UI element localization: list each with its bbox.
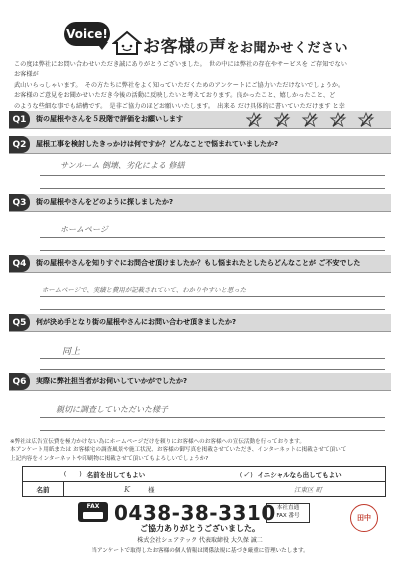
answer-line bbox=[40, 309, 385, 310]
page-title: お客様の声をお聞かせください bbox=[143, 37, 349, 57]
question-text: 実際に弊社担当者がお伺いしていかがでしたか? bbox=[36, 377, 188, 385]
privacy-disclaimer: 当アンケートで取得したお客様の個人情報は関係法規に基づき厳重に管理いたします。 bbox=[91, 548, 309, 554]
answer-line bbox=[40, 296, 385, 297]
name-label: 名前 bbox=[23, 482, 64, 496]
question-number: Q4 bbox=[9, 255, 30, 272]
address-field: 江東区 町 bbox=[294, 485, 323, 494]
answer-handwritten: ホームページ bbox=[60, 225, 108, 234]
answer-line bbox=[40, 417, 385, 418]
thanks-text: ご協力ありがとうございました。 bbox=[140, 524, 260, 533]
consent-option-name: ( ) 名前を出してもよい bbox=[63, 470, 146, 479]
consent-option-initial: (✓) イニシャルなら出してもよい bbox=[239, 469, 342, 479]
fax-icon: FAX bbox=[78, 502, 108, 522]
hanko-stamp: 田中 bbox=[350, 504, 378, 532]
answer-line bbox=[40, 369, 385, 370]
answer-handwritten: 同上 bbox=[62, 347, 81, 357]
answer-handwritten: サンルーム 倒壊、劣化による 修繕 bbox=[60, 161, 185, 170]
answer-line bbox=[40, 175, 385, 176]
question-text: 街の屋根やさんを５段階で評価をお願いします bbox=[36, 115, 183, 123]
question-number: Q1 bbox=[9, 111, 30, 128]
rating-stars bbox=[246, 112, 386, 132]
answer-line bbox=[40, 430, 385, 431]
answer-line bbox=[40, 250, 385, 251]
company-name: 株式会社シェアテック 代表取締役 大久保 誠二 bbox=[137, 537, 263, 544]
intro-text: この度は弊社にお問い合わせいただき誠にありがとうございました。 世の中には弊社の存在やサービスを ご存知でない お客様が 武山いらっしゃいます。 その方たちに弊社をよく知っていただくためのアンケートにご協力いただけないでしょうか。 お客様のご意見をお聞かせいただき今後の活動に反映したいと考えております。良かったこと、嬉しかったこと、ど のような些細な事でも結構です。 是非ご協力のほどお願いいたします。 出来る だけ具体的に書いていただけます と幸 bbox=[14, 61, 347, 110]
answer-line bbox=[40, 358, 385, 359]
voice-badge: Voice! bbox=[64, 22, 110, 46]
name-field: K 様 bbox=[124, 484, 155, 494]
question-number: Q3 bbox=[9, 194, 30, 211]
notes: ※弊社は広告宣伝費を極力かけない為にホームページだけを頼りにお客様へのお客様への宣伝活動を行っております。 本アンケート用紙または お客様宅の調査風景や施工状況、お客様の御写真を掲載させていただき、インターネットに掲載させて頂いて 上記内容をインターネットや印刷物に掲載させて頂いてもよろしいでしょうか? bbox=[10, 439, 347, 462]
question-number: Q5 bbox=[9, 314, 30, 331]
answer-handwritten: ホームページで、実績と費用が記載されていて、わかりやすいと思った bbox=[42, 286, 247, 294]
phone-number: 0438-38-3310 bbox=[114, 501, 276, 525]
question-number: Q6 bbox=[9, 373, 30, 390]
answer-handwritten: 親切に調査していただいた様子 bbox=[56, 405, 168, 414]
question-text: 何が決め手となり街の屋根やさんにお問い合わせ頂きましたか? bbox=[36, 318, 237, 326]
question-text: 街の屋根やさんを知りすぐにお問合せ頂けましたか？もし悩まれたとしたらどんなことが ご不安でした bbox=[36, 259, 361, 267]
voice-badge-tail bbox=[96, 42, 108, 50]
answer-line bbox=[40, 188, 385, 189]
answer-line bbox=[40, 237, 385, 238]
star-icon bbox=[247, 113, 373, 126]
question-text: 街の屋根やさんをどのように探しましたか? bbox=[36, 198, 174, 206]
house-icon bbox=[112, 30, 142, 60]
question-number: Q2 bbox=[9, 136, 30, 153]
question-text: 屋根工事を検討したきっかけは何ですか？どんなことで悩まれていましたか? bbox=[36, 140, 279, 148]
consent-table bbox=[22, 466, 386, 497]
fax-box: 本社直通 FAX 番号 bbox=[266, 503, 310, 523]
